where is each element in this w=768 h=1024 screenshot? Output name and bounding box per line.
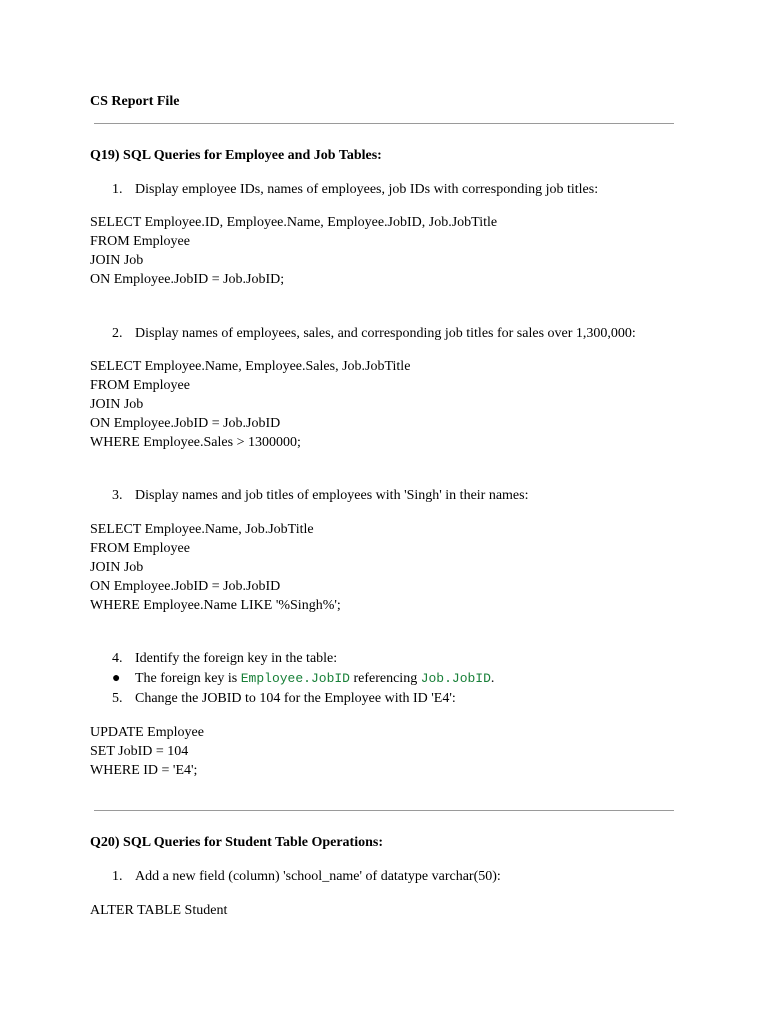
sql-line: JOIN Job bbox=[90, 253, 144, 268]
sql-line: ON Employee.JobID = Job.JobID bbox=[90, 416, 281, 431]
sql-line: JOIN Job bbox=[90, 397, 144, 412]
sql-block bbox=[90, 520, 341, 615]
sql-line: UPDATE Employee bbox=[90, 725, 204, 740]
q20-heading: Q20) SQL Queries for Student Table Operations: bbox=[90, 835, 383, 850]
list-number: 4. bbox=[112, 651, 123, 666]
bullet-text-middle: referencing bbox=[349, 671, 421, 686]
list-number: 1. bbox=[112, 182, 123, 197]
sql-line: ON Employee.JobID = Job.JobID bbox=[90, 579, 281, 594]
list-item bbox=[112, 868, 501, 886]
sql-block bbox=[90, 213, 497, 289]
sql-block bbox=[90, 901, 227, 920]
bullet-text-prefix: The foreign key is bbox=[135, 671, 241, 686]
document-title: CS Report File bbox=[90, 94, 180, 109]
list-item bbox=[112, 181, 598, 199]
sql-line: WHERE Employee.Name LIKE '%Singh%'; bbox=[90, 598, 341, 613]
sql-line: FROM Employee bbox=[90, 378, 190, 393]
sql-line: ON Employee.JobID = Job.JobID; bbox=[90, 272, 285, 287]
sql-line: FROM Employee bbox=[90, 234, 190, 249]
inline-code: Job.JobID bbox=[420, 671, 491, 686]
inline-code: Employee.JobID bbox=[240, 671, 350, 686]
list-number: 3. bbox=[112, 488, 123, 503]
list-item-text: Identify the foreign key in the table: bbox=[135, 651, 338, 666]
bullet-icon: ● bbox=[112, 671, 121, 686]
list-item bbox=[112, 325, 636, 343]
q19-heading: Q19) SQL Queries for Employee and Job Tables: bbox=[90, 148, 382, 163]
list-item bbox=[112, 690, 456, 708]
bullet-text-suffix: . bbox=[490, 671, 495, 686]
horizontal-rule bbox=[94, 810, 674, 811]
list-number: 1. bbox=[112, 869, 123, 884]
list-item bbox=[112, 650, 337, 668]
sql-line: SET JobID = 104 bbox=[90, 744, 189, 759]
list-number: 5. bbox=[112, 691, 123, 706]
list-item-text: Display employee IDs, names of employees, job IDs with corresponding job titles: bbox=[135, 182, 599, 197]
sql-line: SELECT Employee.ID, Employee.Name, Employee.JobID, Job.JobTitle bbox=[90, 215, 498, 230]
list-item-text: Display names of employees, sales, and corresponding job titles for sales over 1,300,000: bbox=[135, 326, 636, 341]
sql-line: FROM Employee bbox=[90, 541, 190, 556]
sql-block bbox=[90, 723, 204, 780]
sql-line: WHERE ID = 'E4'; bbox=[90, 763, 198, 778]
sql-line: SELECT Employee.Name, Employee.Sales, Job.JobTitle bbox=[90, 359, 411, 374]
list-item-text: Change the JOBID to 104 for the Employee with ID 'E4': bbox=[135, 691, 456, 706]
horizontal-rule bbox=[94, 123, 674, 124]
bullet-item bbox=[112, 670, 494, 688]
sql-line: WHERE Employee.Sales > 1300000; bbox=[90, 435, 301, 450]
sql-line: ALTER TABLE Student bbox=[90, 903, 228, 918]
sql-line: SELECT Employee.Name, Job.JobTitle bbox=[90, 522, 314, 537]
list-item-text: Add a new field (column) 'school_name' of datatype varchar(50): bbox=[135, 869, 501, 884]
sql-block bbox=[90, 357, 410, 452]
list-number: 2. bbox=[112, 326, 123, 341]
sql-line: JOIN Job bbox=[90, 560, 144, 575]
list-item bbox=[112, 487, 528, 505]
list-item-text: Display names and job titles of employees with 'Singh' in their names: bbox=[135, 488, 529, 503]
